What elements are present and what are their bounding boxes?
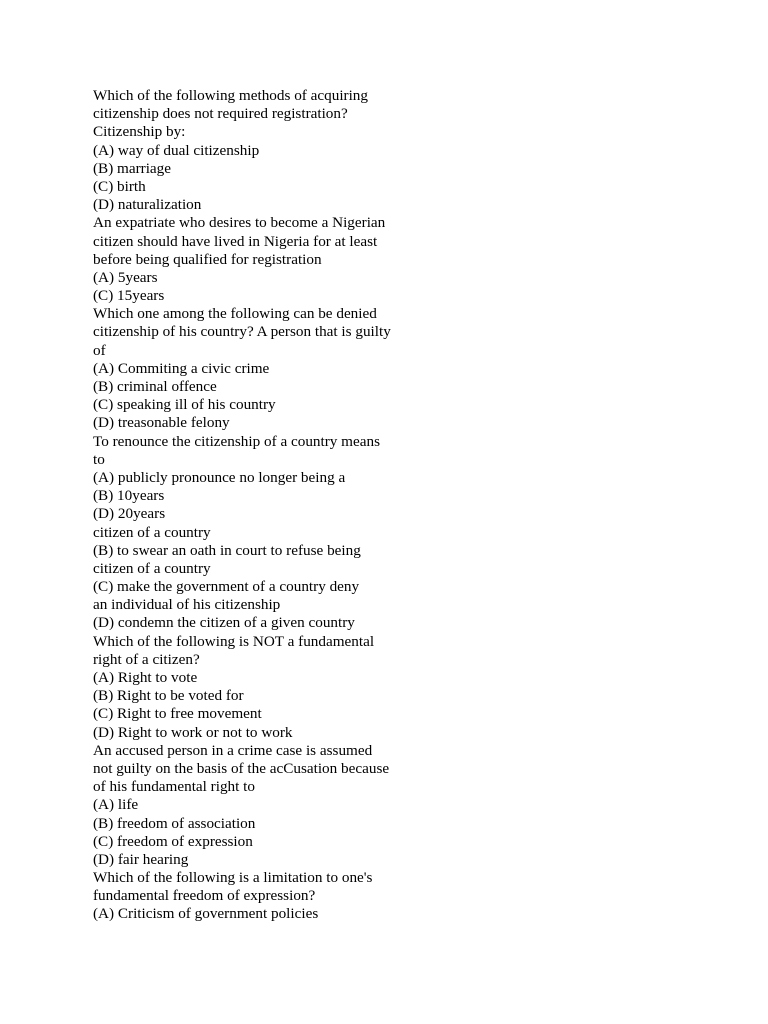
document-line: (A) way of dual citizenship	[93, 141, 260, 159]
document-line: citizen of a country	[93, 523, 211, 541]
document-line: to	[93, 450, 105, 468]
document-line: Citizenship by:	[93, 123, 186, 141]
document-line: not guilty on the basis of the acCusation because	[93, 759, 390, 777]
document-line: (C) speaking ill of his country	[93, 396, 276, 414]
document-line: (D) naturalization	[93, 196, 202, 214]
document-line: (C) birth	[93, 177, 146, 195]
document-line: citizen of a country	[93, 559, 211, 577]
document-line: (C) make the government of a country deny	[93, 578, 360, 596]
document-line: (B) to swear an oath in court to refuse being	[93, 541, 361, 559]
document-line: (B) Right to be voted for	[93, 687, 244, 705]
document-line: right of a citizen?	[93, 650, 200, 668]
document-line: (C) 15years	[93, 287, 165, 305]
document-line: (D) treasonable felony	[93, 414, 230, 432]
document-line: Which of the following is a limitation to one's	[93, 869, 373, 887]
document-line: (B) criminal offence	[93, 378, 217, 395]
document-line: of	[93, 341, 106, 359]
document-line: Which of the following methods of acquiring	[93, 87, 368, 104]
document-line: (B) freedom of association	[93, 814, 256, 832]
document-line: An accused person in a crime case is assumed	[93, 741, 373, 759]
document-line: (B) 10years	[93, 487, 165, 505]
document-line: (A) 5years	[93, 268, 158, 286]
document-line: (B) marriage	[93, 159, 172, 177]
document-line: citizenship of his country? A person that is guilty	[93, 323, 391, 341]
document-line: (D) 20years	[93, 505, 166, 523]
document-line: To renounce the citizenship of a country means	[93, 432, 380, 450]
document-line: An expatriate who desires to become a Nigerian	[93, 214, 386, 232]
document-line: Which of the following is NOT a fundamental	[93, 632, 375, 650]
document-line: citizen should have lived in Nigeria for at least	[93, 232, 378, 250]
document-line: (A) life	[93, 796, 139, 814]
document-text	[93, 87, 453, 924]
document-line: an individual of his citizenship	[93, 596, 281, 614]
document-line: before being qualified for registration	[93, 250, 322, 268]
document-line: (A) Criticism of government policies	[93, 905, 319, 923]
document-line: (C) freedom of expression	[93, 832, 253, 850]
document-line: of his fundamental right to	[93, 778, 255, 796]
document-line: (A) Right to vote	[93, 669, 198, 686]
document-line: (C) Right to free movement	[93, 705, 262, 723]
document-line: (D) fair hearing	[93, 850, 189, 868]
document-line: (D) condemn the citizen of a given country	[93, 614, 355, 632]
document-line: (A) Commiting a civic crime	[93, 359, 270, 377]
document-line: fundamental freedom of expression?	[93, 887, 316, 905]
document-line: citizenship does not required registration?	[93, 105, 348, 123]
document-line: (D) Right to work or not to work	[93, 723, 293, 741]
document-line: (A) publicly pronounce no longer being a	[93, 468, 346, 486]
document-line: Which one among the following can be denied	[93, 305, 377, 323]
